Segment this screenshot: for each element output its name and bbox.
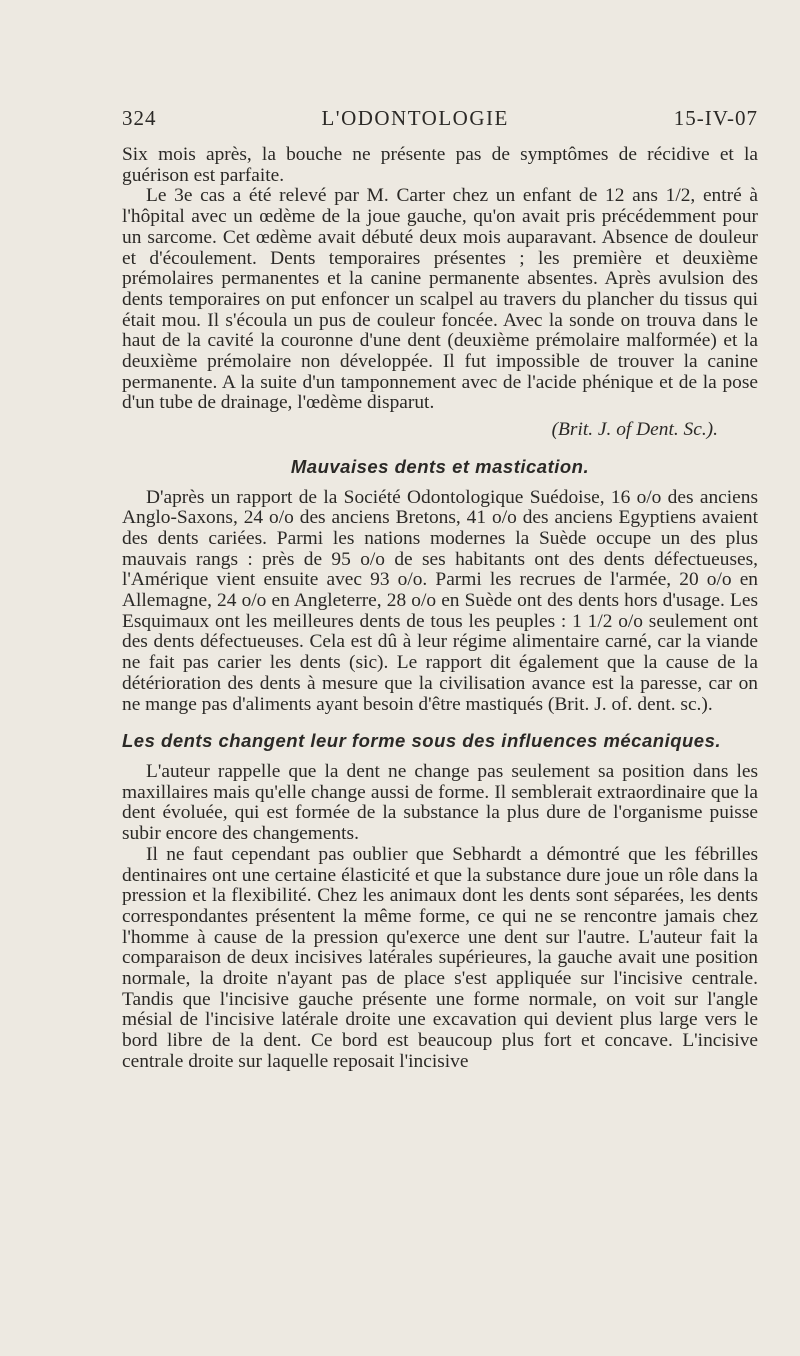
paragraph: Le 3e cas a été relevé par M. Carter chez un enfant de 12 ans 1/2, entré à l'hôpital avec un œdème de la joue gauche, qu'on avait pris précédemment pour un sarcome. Cet œdème avait débuté deux mois auparavant. Absence de douleur et d'écoulement. Dents temporaires présentes ; les première et deuxième prémolaires permanentes et la canine permanente absentes. Après avulsion des dents temporaires on put enfoncer un scalpel au travers du plancher du tissus qui était mou. Il s'écoula un pus de couleur foncée. Avec la sonde on trouva dans le haut de la cavité la couronne d'une dent (deuxième prémolaire malformée) et la deuxième prémolaire non développée. Il fut impossible de trouver la canine permanente. A la suite d'un tamponnement avec de l'acide phénique et de la pose d'un tube de drainage, l'œdème disparut. [122,185,758,414]
section-heading: Mauvaises dents et mastication. [290,455,590,477]
paragraph: Six mois après, la bouche ne présente pas de symptômes de récidive et la guérison est parfaite. [122,144,758,186]
paragraph: D'après un rapport de la Société Odontologique Suédoise, 16 o/o des anciens Anglo-Saxons, 24 o/o des anciens Bretons, 41 o/o des anciens Egyptiens avaient des dents cariées. Parmi les nations modernes la Suède occupe un des plus mauvais rangs : près de 95 o/o de ses habitants ont des dents défectueuses, l'Amérique vient ensuite avec 93 o/o. Parmi les recrues de l'armée, 20 o/o en Allemagne, 24 o/o en Angleterre, 28 o/o en Suède ont des dents hors d'usage. Les Esquimaux ont les meilleures dents de tous les peuples : 1 1/2 o/o seulement ont des dents défectueuses. Cela est dû à leur régime alimentaire carné, car la viande ne fait pas carier les dents (sic). Le rapport dit également que la cause de la détérioration des dents à mesure que la civilisation avance est la paresse, car on ne mange pas d'aliments ayant besoin d'être mastiqués (Brit. J. of. dent. sc.). [122,486,758,715]
journal-title: L'ODONTOLOGIE [321,106,509,130]
running-header [122,106,758,131]
paragraph: Il ne faut cependant pas oublier que Sebhardt a démontré que les fébrilles dentinaires ont une certaine élasticité et que la substance dure joue un rôle dans la pression et la flexibilité. Chez les animaux dont les dents sont séparées, les dents correspondantes présentent la même forme, ce qui ne se rencontre jamais chez l'homme à cause de la pression qu'exerce une dent sur l'autre. L'auteur fait la comparaison de deux incisives latérales supérieures, la gauche avait une position normale, la droite n'ayant pas de place s'est appliquée sur l'incisive centrale. Tandis que l'incisive gauche présente une forme normale, on voit sur l'angle mésial de l'incisive latérale droite une excavation qui devient plus large vers le bord libre de la dent. Ce bord est beaucoup plus fort et concave. L'incisive centrale droite sur laquelle reposait l'incisive [122,843,758,1072]
section-heading: Les dents changent leur forme sous des influences mécaniques. [122,730,722,752]
paragraph: L'auteur rappelle que la dent ne change pas seulement sa position dans les maxillaires mais qu'elle change aussi de forme. Il semblerait extraordinaire que la dent évoluée, qui est formée de la substance la plus dure de l'organisme puisse subir encore des changements. [122,760,758,845]
article-body [122,145,758,1073]
issue-date: 15-IV-07 [673,106,758,130]
citation: (Brit. J. of Dent. Sc.). [551,419,718,441]
page-number: 324 [122,106,157,130]
